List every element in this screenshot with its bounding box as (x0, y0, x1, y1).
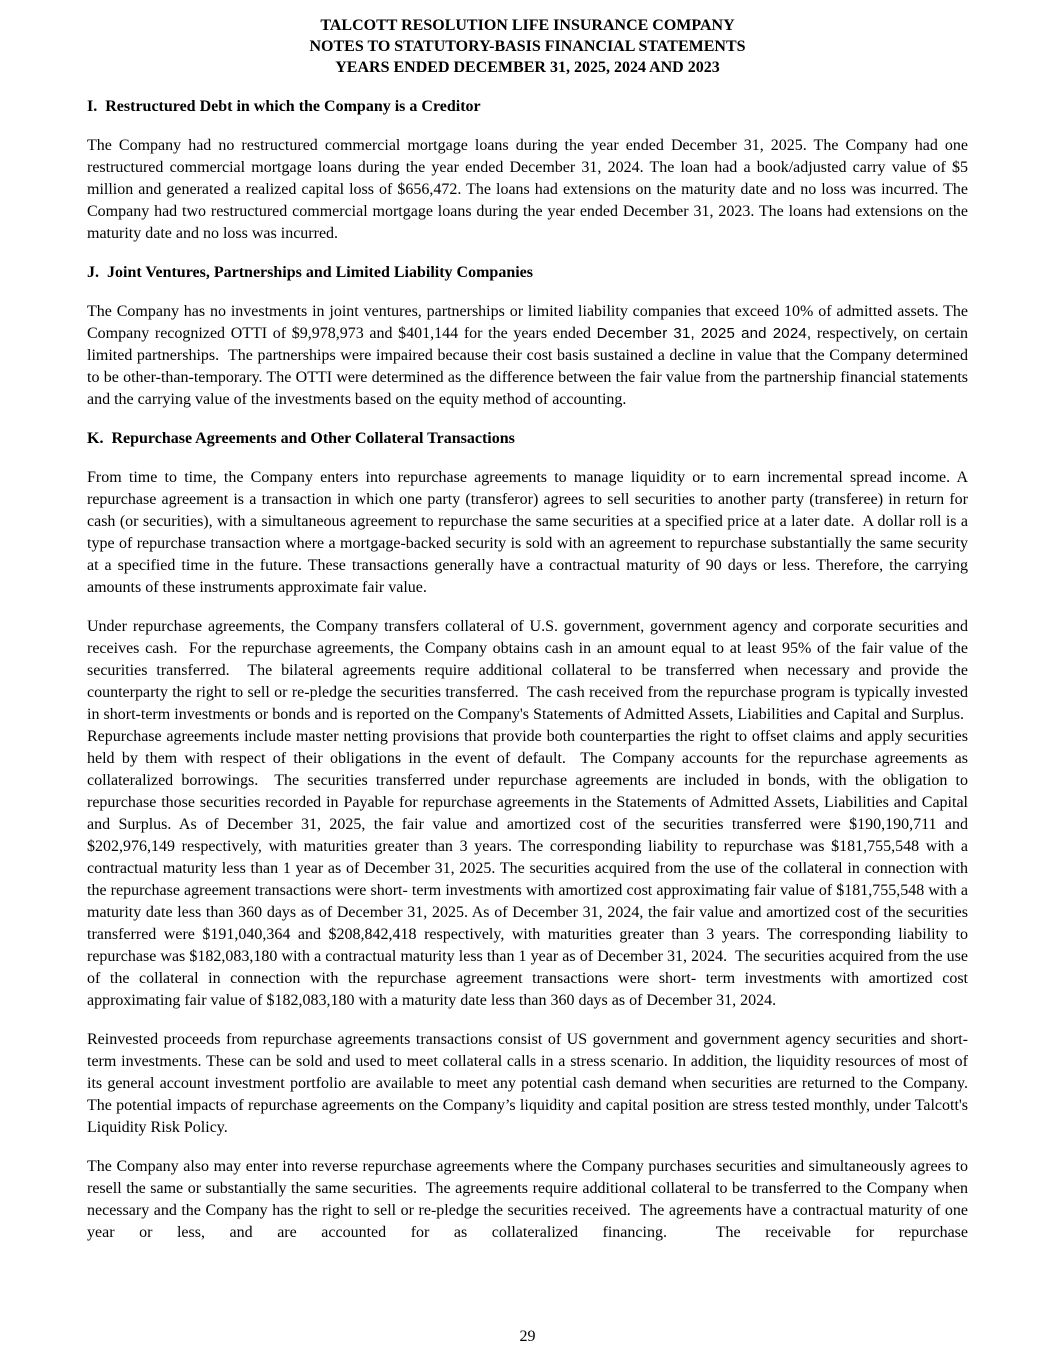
doc-title-company: TALCOTT RESOLUTION LIFE INSURANCE COMPANY (320, 17, 735, 34)
page-number: 29 (519, 1328, 536, 1345)
doc-title-statement-type: NOTES TO STATUTORY-BASIS FINANCIAL STATEMENTS (309, 38, 746, 55)
section-j-otti-period-sans-text: December 31, 2025 and 2024, (596, 325, 812, 342)
section-i-paragraph: The Company had no restructured commercial mortgage loans during the year ended December 31, 2025. The Company had one restructured commercial mortgage loans during the year ended December 31, 2024. The loan had a book/adjusted carry value of $5 million and generated a realized capital loss of $656,472. The loans had extensions on the maturity date and no loss was incurred. The Company had two restructured commercial mortgage loans during the year ended December 31, 2023. The loans had extensions on the maturity date and no loss was incurred. (87, 137, 968, 242)
page-footer (0, 1327, 1055, 1347)
doc-title-years: YEARS ENDED DECEMBER 31, 2025, 2024 AND 2023 (335, 59, 720, 76)
repurchase-intro-paragraph: From time to time, the Company enters into repurchase agreements to manage liquidity or to earn incremental spread income. A repurchase agreement is a transaction in which one party (transferor) agrees to sell securities to another party (transferee) in return for cash (or securities), with a simultaneous agreement to repurchase the same securities at a specified price at a later date. A dollar roll is a type of repurchase transaction where a mortgage-backed security is sold with an agreement to repurchase substantially the same security at a specified time in the future. These transactions generally have a contractual maturity of 90 days or less. Therefore, the carrying amounts of these instruments approximate fair value. (87, 469, 968, 596)
repurchase-collateral-paragraph: Under repurchase agreements, the Company transfers collateral of U.S. government, government agency and corporate securities and receives cash. For the repurchase agreements, the Company obtains cash in an amount equal to at least 95% of the fair value of the securities transferred. The bilateral agreements require additional collateral to be transferred when necessary and provide the counterparty the right to sell or re-pledge the securities transferred. The cash received from the repurchase program is typically invested in short-term investments or bonds and is reported on the Company's Statements of Admitted Assets, Liabilities and Capital and Surplus. Repurchase agreements include master netting provisions that provide both counterparties the right to offset claims and apply securities held by them with respect of their obligations in the event of default. The Company accounts for the repurchase agreements as collateralized borrowings. The securities transferred under repurchase agreements are included in bonds, with the obligation to repurchase those securities recorded in Payable for repurchase agreements in the Statements of Admitted Assets, Liabilities and Capital and Surplus. As of December 31, 2025, the fair value and amortized cost of the securities transferred were $190,190,711 and $202,976,149 respectively, with maturities greater than 3 years. The corresponding liability to repurchase was $181,755,548 with a contractual maturity less than 1 year as of December 31, 2025. The securities acquired from the use of the collateral in connection with the repurchase agreement transactions were short- term investments with amortized cost approximating fair value of $181,755,548 with a maturity date less than 360 days as of December 31, 2025. As of December 31, 2024, the fair value and amortized cost of the securities transferred were $191,040,364 and $208,842,418 respectively, with maturities greater than 3 years. The corresponding liability to repurchase was $182,083,180 with a contractual maturity less than 1 year as of December 31, 2024. The securities acquired from the use of the collateral in connection with the repurchase agreement transactions were short- term investments with amortized cost approximating fair value of $182,083,180 with a maturity date less than 360 days as of December 31, 2024. (87, 618, 968, 1009)
section-j-text-serif-tail: respectively, on certain limited partnerships. The partnerships were impaired because their cost basis sustained a decline in value that the Company determined to be other-than-temporary. The OTTI were determined as the difference between the fair value from the partnership financial statements and the carrying value of the investments based on the equity method of accounting. (87, 325, 969, 408)
section-j-paragraph (87, 301, 968, 411)
document-header (87, 15, 968, 78)
section-j-text-serif-lead: The Company has no investments in joint ventures, partnerships or limited liability companies that exceed 10% of admitted assets. The Company recognized OTTI of $9,978,973 and $401,144 for the years ended (87, 303, 968, 342)
reverse-repurchase-paragraph: The Company also may enter into reverse repurchase agreements where the Company purchases securities and simultaneously agrees to resell the same or substantially the same securities. The agreements require additional collateral to be transferred to the Company when necessary and the Company has the right to sell or re-pledge the securities received. The agreements have a contractual maturity of one year or less, and are accounted for as collateralized financing. The receivable for repurchase (87, 1158, 968, 1241)
section-i-heading: I. Restructured Debt in which the Company is a Creditor (87, 98, 481, 115)
section-k-heading: K. Repurchase Agreements and Other Collateral Transactions (87, 430, 515, 447)
section-j-heading: J. Joint Ventures, Partnerships and Limited Liability Companies (87, 264, 533, 281)
reinvested-proceeds-paragraph: Reinvested proceeds from repurchase agreements transactions consist of US government and government agency securities and short-term investments. These can be sold and used to meet collateral calls in a stress scenario. In addition, the liquidity resources of most of its general account investment portfolio are available to meet any potential cash demand when securities are returned to the Company. The potential impacts of repurchase agreements on the Company’s liquidity and capital position are stress tested monthly, under Talcott's Liquidity Risk Policy. (87, 1031, 968, 1136)
